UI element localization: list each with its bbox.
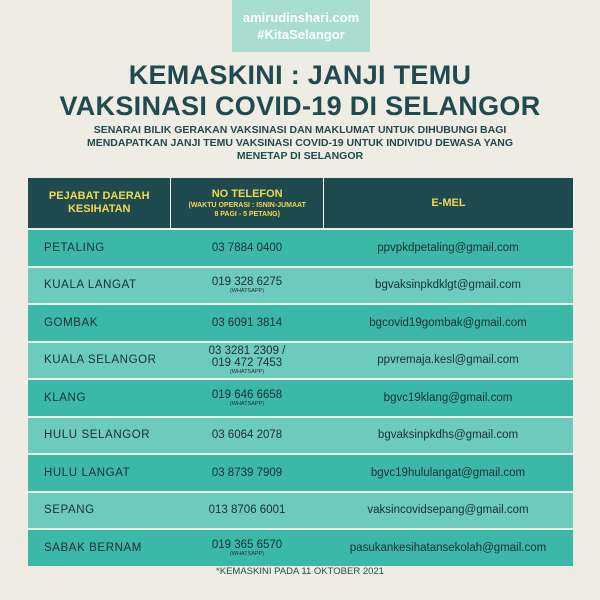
table-row xyxy=(28,416,573,454)
phone-cell xyxy=(171,343,323,379)
table-row xyxy=(28,378,573,416)
header-phone-note-2: 8 PAGI - 5 PETANG) xyxy=(214,210,280,218)
office-cell: PETALING xyxy=(44,241,105,254)
table-row xyxy=(28,491,573,529)
phone-number-2: 019 472 7453 xyxy=(211,357,283,370)
phone-number: 019 365 6570 xyxy=(211,538,283,551)
header-office-line-2: KESIHATAN xyxy=(67,203,131,215)
header-phone xyxy=(171,178,323,228)
title-line-2: VAKSINASI COVID-19 DI SELANGOR xyxy=(59,91,541,121)
brand-site: amirudinshari.com xyxy=(242,10,360,25)
table-row xyxy=(28,303,573,341)
phone-number: 03 6064 2078 xyxy=(211,429,283,442)
phone-number: 03 6091 3814 xyxy=(211,316,283,329)
table-row xyxy=(28,453,573,491)
whatsapp-note: (WHATSAPP) xyxy=(229,550,265,557)
phone-number: 019 646 6658 xyxy=(211,388,283,401)
email-cell: ppvpkdpetaling@gmail.com xyxy=(377,241,519,254)
brand-box xyxy=(232,0,370,52)
office-cell: KLANG xyxy=(44,391,86,404)
office-cell: KUALA LANGAT xyxy=(44,279,137,292)
email-cell: ppvremaja.kesl@gmail.com xyxy=(377,354,519,367)
office-cell: SABAK BERNAM xyxy=(44,541,142,554)
email-cell: pasukankesihatansekolah@gmail.com xyxy=(349,541,547,554)
phone-number: 013 8706 6001 xyxy=(208,504,286,517)
phone-number: 03 3281 2309 / xyxy=(208,345,286,358)
phone-cell xyxy=(171,230,323,266)
office-cell: HULU LANGAT xyxy=(44,466,131,479)
phone-number: 019 328 6275 xyxy=(211,276,283,289)
header-office xyxy=(28,178,171,228)
header-email xyxy=(324,178,573,228)
email-cell: bgcovid19gombak@gmail.com xyxy=(369,316,527,329)
footnote: *KEMASKINI PADA 11 OKTOBER 2021 xyxy=(216,566,384,577)
office-cell: KUALA SELANGOR xyxy=(44,354,157,367)
phone-number: 03 7884 0400 xyxy=(211,241,283,254)
office-cell: GOMBAK xyxy=(44,316,99,329)
office-cell: SEPANG xyxy=(44,504,95,517)
phone-cell xyxy=(171,418,323,454)
subtitle-line-1: SENARAI BILIK GERAKAN VAKSINASI DAN MAKLUMAT UNTUK DIHUBUNGI BAGI xyxy=(93,124,507,136)
phone-cell xyxy=(171,493,323,529)
whatsapp-note: (WHATSAPP) xyxy=(229,369,265,376)
phone-number: 03 8739 7909 xyxy=(211,466,283,479)
page-subtitle xyxy=(40,124,560,163)
brand-hashtag: #KitaSelangor xyxy=(257,27,345,42)
subtitle-line-2: MENDAPATKAN JANJI TEMU VAKSINASI COVID-19 UNTUK INDIVIDU DEWASA YANG xyxy=(86,137,514,149)
whatsapp-note: (WHATSAPP) xyxy=(229,288,265,295)
table-row xyxy=(28,228,573,266)
phone-cell xyxy=(171,455,323,491)
whatsapp-note: (WHATSAPP) xyxy=(229,400,265,407)
header-phone-note-1: (WAKTU OPERASI : ISNIN-JUMAAT xyxy=(188,201,306,209)
page-title xyxy=(0,60,600,122)
table-header xyxy=(28,178,573,228)
phone-cell xyxy=(171,530,323,566)
email-cell: bgvaksinpkdhs@gmail.com xyxy=(377,429,519,442)
phone-cell xyxy=(171,380,323,416)
contact-table xyxy=(28,178,573,566)
table-row xyxy=(28,266,573,304)
subtitle-line-3: MENETAP DI SELANGOR xyxy=(236,150,364,162)
phone-cell xyxy=(171,305,323,341)
title-line-1: KEMASKINI : JANJI TEMU xyxy=(128,60,472,90)
email-cell: bgvc19klang@gmail.com xyxy=(383,391,513,404)
email-cell: bgvaksinpkdklgt@gmail.com xyxy=(375,279,521,292)
email-cell: vaksincovidsepang@gmail.com xyxy=(367,504,529,517)
office-cell: HULU SELANGOR xyxy=(44,429,151,442)
phone-cell xyxy=(171,268,323,304)
email-cell: bgvc19hululangat@gmail.com xyxy=(370,466,526,479)
table-row xyxy=(28,341,573,379)
header-office-line-1: PEJABAT DAERAH xyxy=(48,190,150,202)
header-email-label: E-MEL xyxy=(431,196,466,209)
table-row xyxy=(28,528,573,566)
header-phone-label: NO TELEFON xyxy=(211,187,283,200)
